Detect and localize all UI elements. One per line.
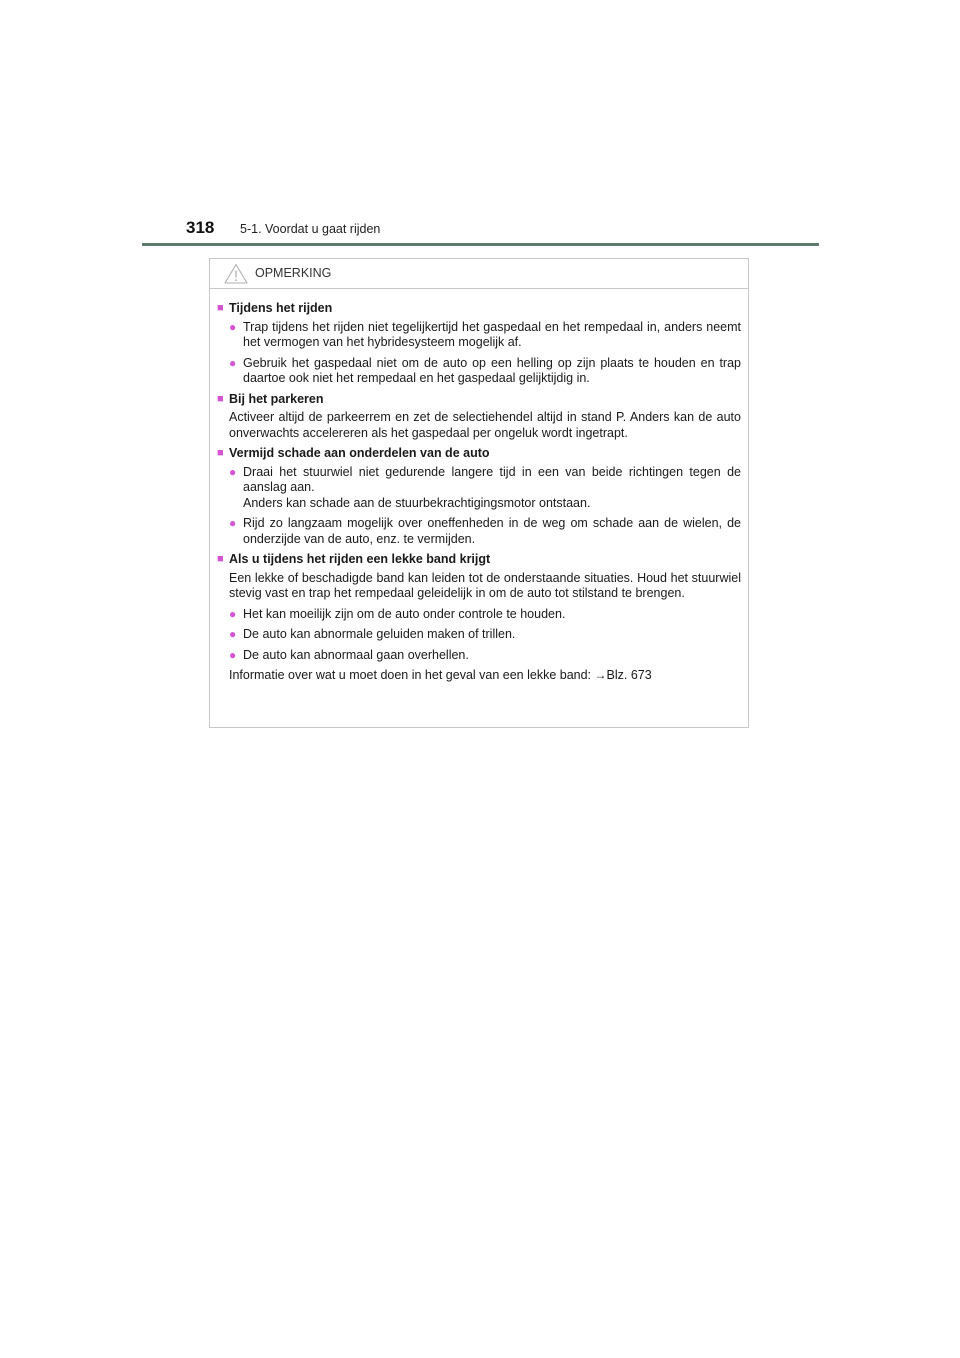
section-heading-text: Als u tijdens het rijden een lekke band krijgt (229, 552, 491, 566)
round-bullet-icon: ● (229, 606, 237, 621)
page-reference (217, 668, 741, 684)
bullet-item (217, 320, 741, 351)
section-vermijd-schade (217, 446, 741, 547)
section-paragraph: Een lekke of beschadigde band kan leiden tot de onderstaande situaties. Houd het stuurwiel stevig vast en trap het rempedaal geleidelijk in om de auto tot stilstand te brengen. (229, 570, 741, 600)
round-bullet-icon: ● (229, 464, 237, 479)
bullet-text: Het kan moeilijk zijn om de auto onder controle te houden. (243, 606, 566, 621)
notice-title: OPMERKING (255, 266, 332, 280)
arrow-right-icon: → (594, 668, 607, 682)
notice-header (210, 259, 748, 289)
bullet-item (217, 627, 741, 643)
bullet-text: De auto kan abnormale geluiden maken of trillen. (243, 627, 516, 641)
bullet-text: Trap tijdens het rijden niet tegelijkertijd het gaspedaal en het rempedaal in, anders neemt het vermogen van het hybridesysteem mogelijk af. (243, 319, 741, 349)
round-bullet-icon: ● (229, 516, 237, 530)
bullet-text: De auto kan abnormaal gaan overhellen. (243, 647, 469, 662)
section-title: 5-1. Voordat u gaat rijden (240, 222, 381, 236)
notice-box (209, 258, 749, 728)
section-heading-text: Vermijd schade aan onderdelen van de auto (229, 446, 490, 460)
header-rule (142, 243, 819, 246)
round-bullet-icon: ● (229, 647, 237, 662)
bullet-text: Gebruik het gaspedaal niet om de auto op een helling op zijn plaats te houden en trap daartoe ook niet het rempedaal en het gaspedaal gelijktijdig in. (243, 355, 741, 385)
page-number: 318 (186, 218, 215, 237)
round-bullet-icon: ● (229, 319, 237, 334)
section-heading-text: Tijdens het rijden (229, 301, 333, 315)
section-bij-het-parkeren (217, 392, 741, 442)
square-bullet-icon: ■ (217, 553, 224, 565)
section-heading (217, 446, 741, 462)
reference-text: Informatie over wat u moet doen in het geval van een lekke band: (229, 668, 595, 682)
notice-body (210, 289, 748, 684)
section-paragraph: Activeer altijd de parkeerrem en zet de selectiehendel altijd in stand P. Anders kan de auto onverwachts accelereren als het gaspedaal per ongeluk wordt ingetrapt. (229, 410, 741, 440)
section-heading (217, 552, 741, 568)
bullet-item (217, 465, 741, 512)
section-lekke-band (217, 552, 741, 684)
square-bullet-icon: ■ (217, 392, 224, 405)
bullet-text: Rijd zo langzaam mogelijk over oneffenheden in de weg om schade aan de wielen, de onderzijde van de auto, enz. te vermijden. (243, 516, 741, 546)
bullet-main-text: Draai het stuurwiel niet gedurende langere tijd in een van beide richtingen tegen de aanslag aan. (243, 464, 741, 494)
bullet-extra-text: Anders kan schade aan de stuurbekrachtigingsmotor ontstaan. (243, 495, 591, 510)
bullet-item (217, 356, 741, 387)
bullet-text (243, 465, 741, 512)
bullet-item (217, 648, 741, 664)
square-bullet-icon: ■ (217, 447, 224, 459)
page-reference-link[interactable]: Blz. 673 (606, 668, 652, 682)
bullet-item (217, 516, 741, 547)
section-heading (217, 301, 741, 317)
section-tijdens-het-rijden (217, 301, 741, 387)
section-heading-text: Bij het parkeren (229, 391, 324, 406)
round-bullet-icon: ● (229, 627, 237, 641)
bullet-item (217, 607, 741, 623)
warning-triangle-icon (224, 263, 248, 284)
section-heading (217, 392, 741, 408)
square-bullet-icon: ■ (217, 302, 224, 314)
round-bullet-icon: ● (229, 355, 237, 370)
